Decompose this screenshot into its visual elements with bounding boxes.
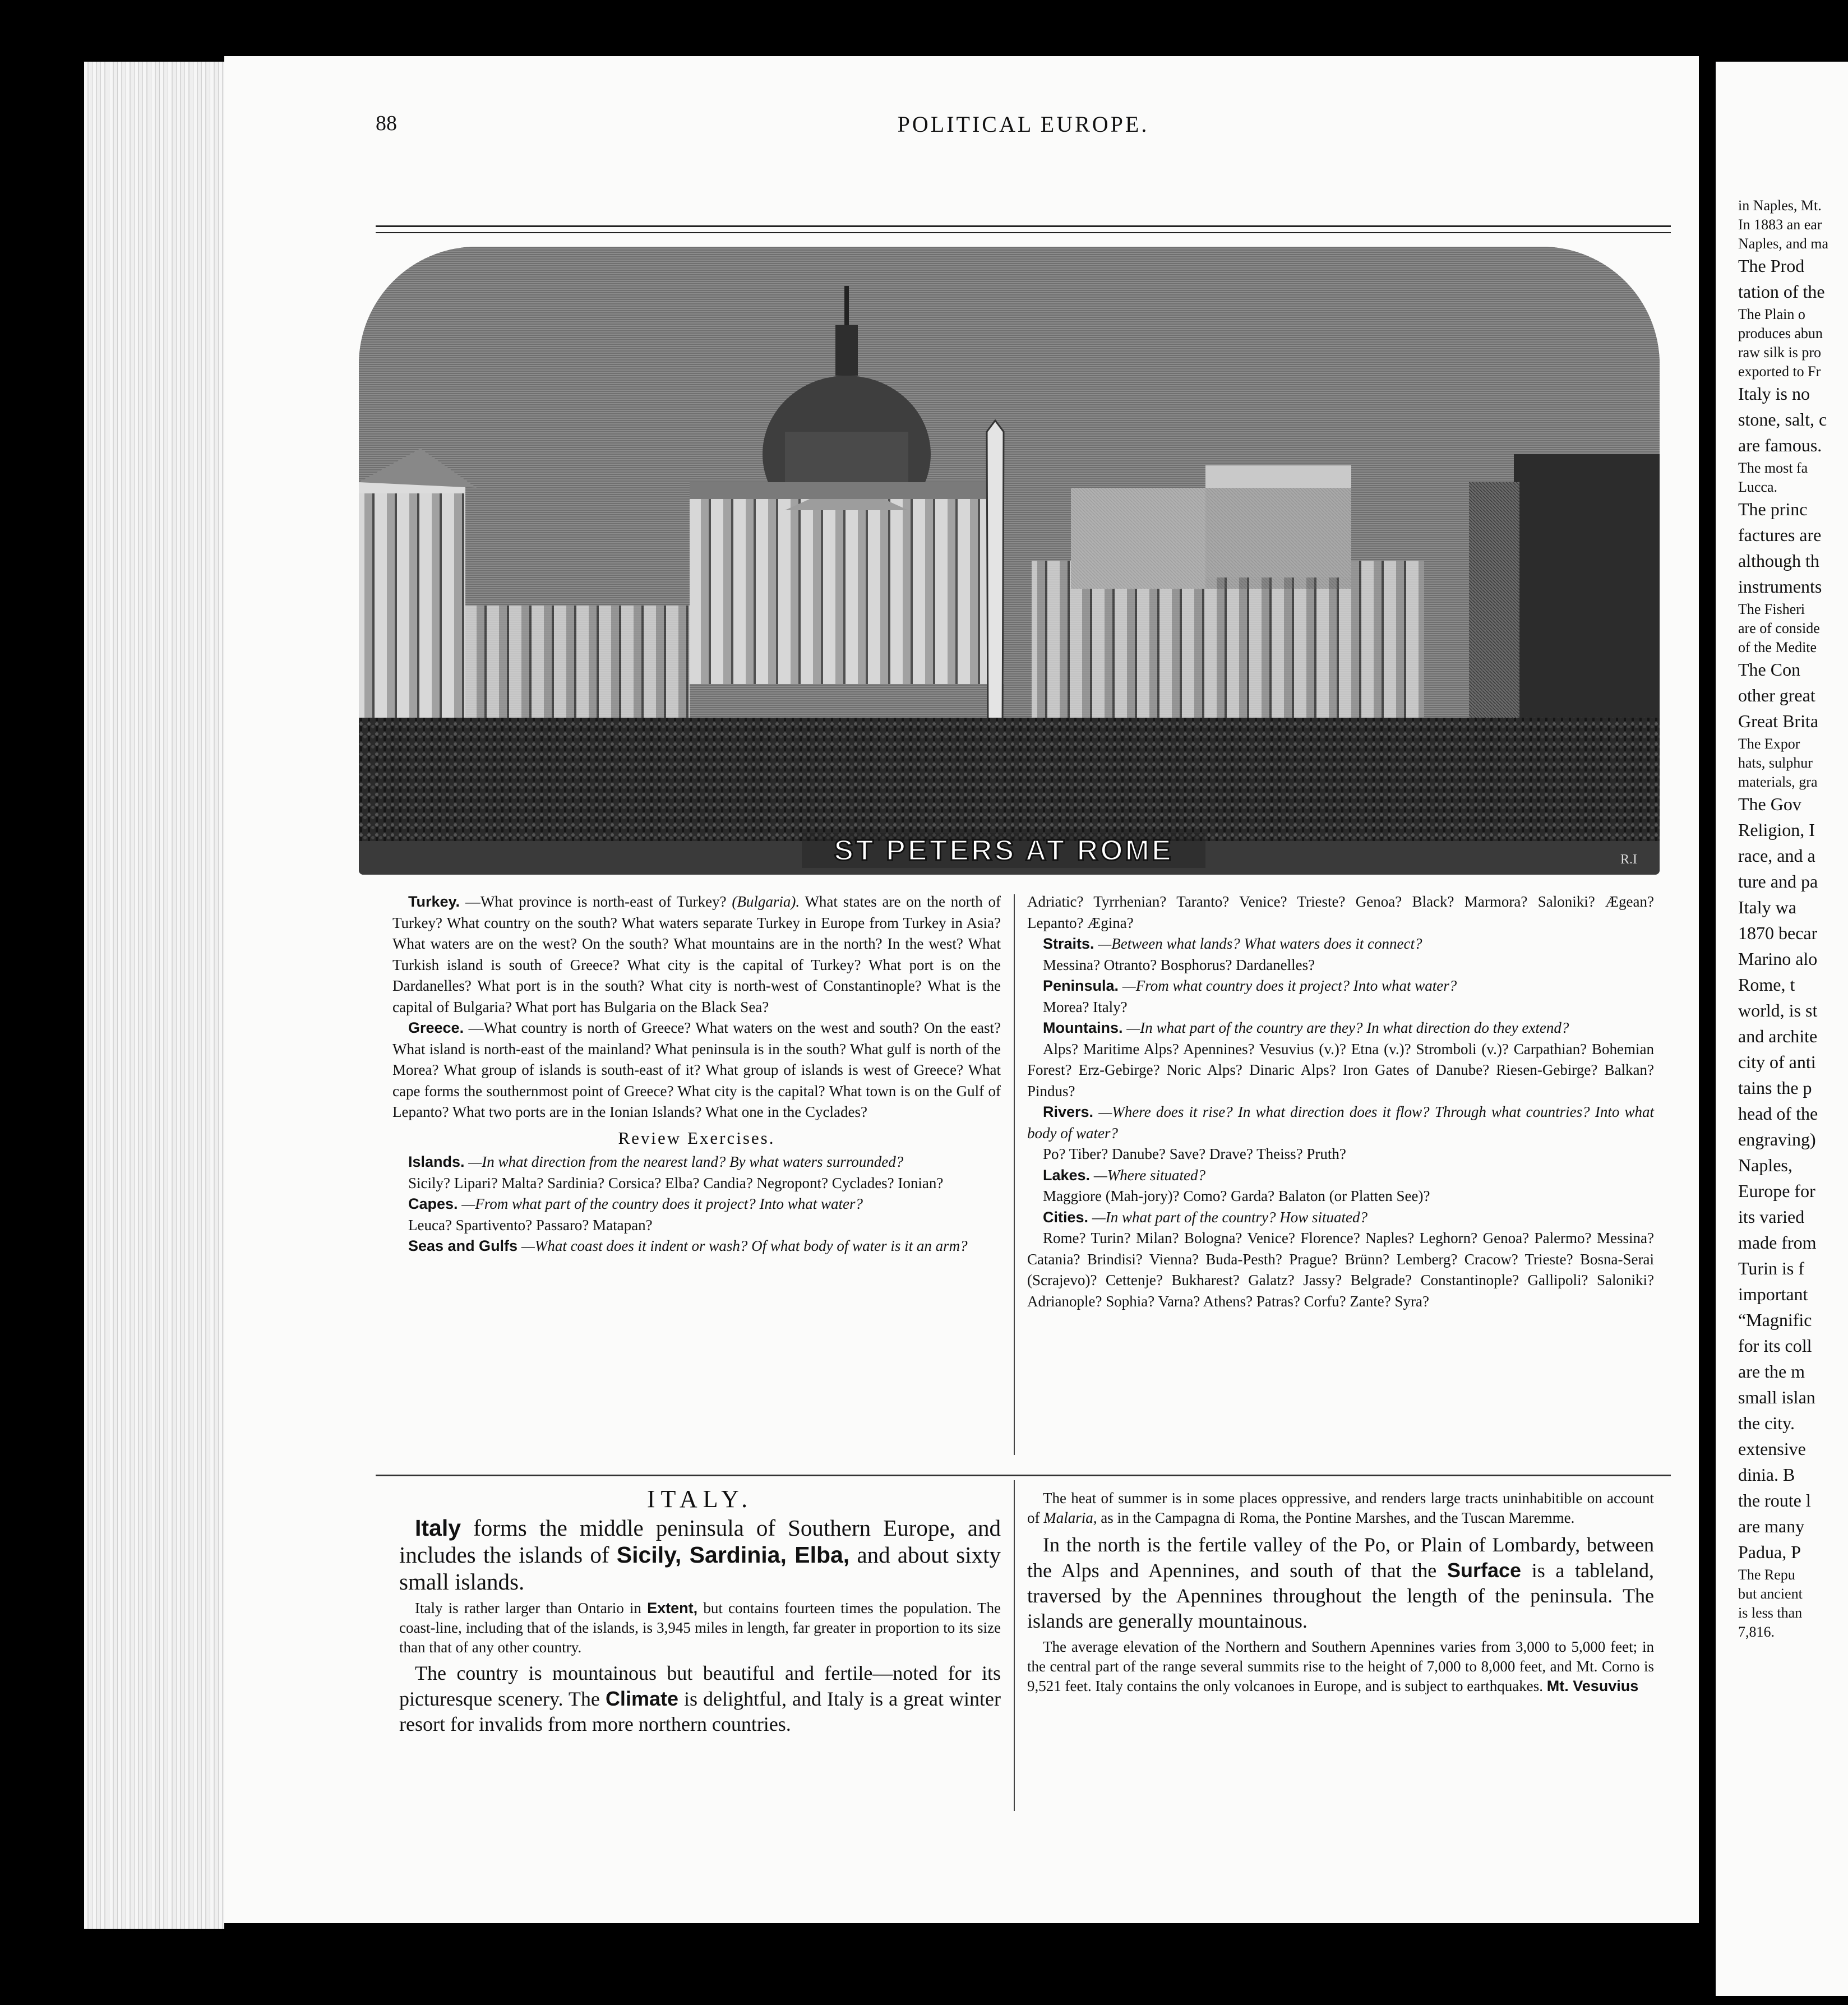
capes-question: —From what part of the country does it project? Into what water? [461, 1195, 863, 1212]
st-peters-engraving [359, 247, 1660, 875]
facing-page-line: Great Brita [1738, 711, 1819, 731]
turkey-question: —What province is north-east of Turkey? [465, 893, 727, 910]
facing-page-line: world, is st [1738, 1000, 1818, 1020]
page-header [376, 111, 1671, 150]
extent-bold: Extent, [647, 1599, 698, 1616]
engraving-illustration [359, 247, 1660, 875]
turkey-questions-rest: What states are on the north of Turkey? What country on the south? What waters separate Turkey in Europe from Turkey in Asia? What waters are on the west? On the south? What mountains are in the north? In the west? What Turkish island is south of Greece? What city is the capital of Turkey? What port is on the Dardanelles? What port is in the south? What city is north-west of Constantinople? What is the capital of Bulgaria? What port has Bulgaria on the Black Sea? [392, 893, 1001, 1015]
facing-page-line: exported to Fr [1738, 363, 1821, 380]
facing-page-line: Italy is no [1738, 384, 1810, 404]
seas-heading: Seas and Gulfs [408, 1237, 518, 1254]
surface-text-b: is a tableland, traversed by the Apennines throughout the length of the peninsula. The islands are generally mountainous. [1027, 1559, 1655, 1632]
facing-page-line: ture and pa [1738, 871, 1818, 891]
seas-question: —What coast does it indent or wash? Of what body of water is it an arm? [521, 1237, 968, 1254]
running-title: POLITICAL EUROPE. [897, 112, 1149, 137]
facing-page-line: Naples, [1738, 1155, 1792, 1175]
italy-title: ITALY. [646, 1485, 754, 1513]
italy-intro-end: and about sixty small islands. [399, 1541, 1001, 1595]
extent-text-b: but contains fourteen times the population. The coast-line, including that of the islands, is 3,945 miles in length, far greater in proportion to its size than that of any other country. [399, 1599, 1001, 1656]
surface-bold: Surface [1447, 1559, 1522, 1582]
facing-page-line: the route l [1738, 1490, 1811, 1510]
facing-page-line: are of conside [1738, 620, 1820, 636]
engraver-signature: R.I [1620, 852, 1637, 867]
facing-page-line: 1870 becar [1738, 923, 1818, 943]
page-number: 88 [376, 112, 397, 135]
facing-page-line: made from [1738, 1232, 1817, 1253]
cities-list: Rome? Turin? Milan? Bologna? Venice? Florence? Naples? Leghorn? Genoa? Palermo? Messina? Catania? Brindisi? Vienna? Buda-Pesth? Prague? Brünn? Lemberg? Cracow? Trieste? Bosna-Serai (Scrajevo)? Cettenje? Bukharest? Galatz? Jassy? Belgrade? Constantinople? Gallipoli? Saloniki? Adrianople? Sophia? Varna? Athens? Patras? Corfu? Zante? Syra? [1027, 1230, 1654, 1310]
facing-page-line: tains the p [1738, 1078, 1812, 1098]
italy-right-column [1027, 1489, 1654, 1696]
italy-islands-bold: Sicily, Sardinia, Elba, [616, 1541, 850, 1568]
facing-page-line: the city. [1738, 1413, 1795, 1433]
peninsula-question: —From what country does it project? Into what water? [1122, 977, 1457, 994]
lakes-question: —Where situated? [1093, 1166, 1206, 1184]
facing-page-line: small islan [1738, 1387, 1815, 1407]
facing-page-line: The Prod [1738, 256, 1805, 276]
vesuvius-bold: Mt. Vesuvius [1546, 1678, 1639, 1694]
malaria-text-b: as in the Campagna di Roma, the Pontine Marshes, and the Tuscan Maremme. [1101, 1509, 1575, 1526]
greece-heading: Greece. [408, 1019, 464, 1036]
facing-page-line: for its coll [1738, 1336, 1812, 1356]
italy-intro-text: forms the middle peninsula of Southern Europe, and includes the islands of [399, 1514, 1001, 1568]
facing-page-line: The princ [1738, 499, 1808, 519]
facing-page-line: Turin is f [1738, 1258, 1804, 1278]
section-rule [376, 1475, 1671, 1476]
facing-page-line: “Magnific [1738, 1310, 1812, 1330]
surface-text-a: In the north is the fertile valley of the Po, or Plain of Lombardy, between the Alps and Apennines, and south of that the [1027, 1533, 1654, 1582]
facing-page-line: Lucca. [1738, 479, 1778, 495]
islands-list: Sicily? Lipari? Malta? Sardinia? Corsica? Elba? Candia? Negropont? Cyclades? Ionian? [408, 1174, 944, 1191]
cities-heading: Cities. [1043, 1208, 1089, 1226]
cities-question: —In what part of the country? How situated? [1092, 1208, 1368, 1226]
greece-questions: —What country is north of Greece? What waters on the west and south? On the east? What island is north-east of the mainland? What peninsula is in the south? What gulf is north of the Morea? What group of islands is south-east of it? What group of islands is west of Greece? What cape forms the southernmost point of Greece? What city is the capital? What town is on the Gulf of Lepanto? What two ports are in the Ionian Islands? What one in the Cyclades? [392, 1019, 1001, 1120]
italy-lead: Italy [415, 1514, 461, 1541]
facing-page-line: Italy wa [1738, 897, 1796, 917]
facing-page-line: The Gov [1738, 794, 1801, 814]
facing-page-line: extensive [1738, 1439, 1806, 1459]
malaria-text-a: The heat of summer is in some places oppressive, and renders large tracts uninhabitible on account of [1027, 1490, 1654, 1526]
facing-page-line: engraving) [1738, 1129, 1816, 1149]
facing-page-line: The Fisheri [1738, 601, 1805, 617]
capes-heading: Capes. [408, 1195, 458, 1212]
facing-page-line: The Plain o [1738, 306, 1805, 322]
facing-page-line: city of anti [1738, 1052, 1816, 1072]
italy-left-column [399, 1485, 1001, 1737]
facing-page-line: Rome, t [1738, 974, 1795, 995]
facing-page-line: The Expor [1738, 736, 1800, 752]
facing-page-line: and archite [1738, 1026, 1818, 1046]
right-questions-column [1027, 891, 1654, 1312]
facing-page-line: The Repu [1738, 1567, 1795, 1583]
facing-page-line: are the m [1738, 1361, 1805, 1382]
climate-text-b: is delightful, and Italy is a great winter resort for invalids from more northern countries. [399, 1687, 1001, 1735]
facing-page-line: stone, salt, c [1738, 409, 1827, 429]
peninsula-list: Morea? Italy? [1043, 998, 1128, 1015]
elevation-text: The average elevation of the Northern and Southern Apennines varies from 3,000 to 5,000 feet; in the central part of the range several summits rise to the height of 7,000 to 8,000 feet, and Mt. Corno is 9,521 feet. Italy contains the only volcanoes in Europe, and is subject to earthquakes. [1027, 1638, 1654, 1694]
column-divider-top [1014, 894, 1015, 1455]
straits-heading: Straits. [1043, 935, 1094, 952]
facing-page-line: in Naples, Mt. [1738, 197, 1822, 214]
facing-page [1716, 62, 1848, 1996]
mountains-list: Alps? Maritime Alps? Apennines? Vesuvius (v.)? Etna (v.)? Stromboli (v.)? Carpathian? Bohemian Forest? Erz-Gebirge? Noric Alps? Dinaric Alps? Iron Gates of Danube? Riesen-Gebirge? Balkan? Pindus? [1027, 1040, 1654, 1099]
rivers-heading: Rivers. [1043, 1103, 1094, 1120]
lakes-list: Maggiore (Mah-jory)? Como? Garda? Balaton (or Platten See)? [1043, 1188, 1430, 1204]
facing-page-line: Padua, P [1738, 1542, 1801, 1562]
peninsula-heading: Peninsula. [1043, 977, 1119, 994]
facing-page-line: although th [1738, 551, 1819, 571]
facing-page-line: dinia. B [1738, 1465, 1795, 1485]
straits-list: Messina? Otranto? Bosphorus? Dardanelles? [1043, 956, 1315, 973]
facing-page-line: The Con [1738, 659, 1801, 680]
turkey-answer: (Bulgaria). [732, 893, 800, 910]
islands-heading: Islands. [408, 1153, 465, 1170]
facing-page-line: its varied [1738, 1207, 1805, 1227]
facing-page-line: are many [1738, 1516, 1805, 1536]
facing-page-line: but ancient [1738, 1586, 1803, 1602]
rivers-question: —Where does it rise? In what direction does it flow? Through what countries? Into what body of water? [1027, 1103, 1654, 1142]
facing-page-line: Religion, I [1738, 820, 1815, 840]
capes-list: Leuca? Spartivento? Passaro? Matapan? [408, 1216, 653, 1234]
extent-text-a: Italy is rather larger than Ontario in [415, 1599, 641, 1616]
straits-question: —Between what lands? What waters does it connect? [1098, 935, 1422, 952]
mountains-heading: Mountains. [1043, 1019, 1123, 1036]
facing-page-line: raw silk is pro [1738, 344, 1822, 361]
facing-page-line: head of the [1738, 1103, 1818, 1124]
facing-page-line: tation of the [1738, 281, 1825, 302]
facing-page-line: is less than [1738, 1605, 1803, 1621]
facing-page-line: factures are [1738, 525, 1822, 545]
header-rule [376, 225, 1671, 233]
facing-page-line: The most fa [1738, 460, 1808, 476]
facing-page-line: instruments [1738, 576, 1822, 597]
review-exercises-title: Review Exercises. [618, 1128, 775, 1148]
book-page-edges [84, 62, 224, 1929]
facing-page-line: Marino alo [1738, 949, 1818, 969]
facing-page-line: hats, sulphur [1738, 755, 1813, 771]
facing-page-line: produces abun [1738, 325, 1823, 341]
rivers-list: Po? Tiber? Danube? Save? Drave? Theiss? Pruth? [1043, 1145, 1346, 1162]
engraving-caption: ST PETERS AT ROME [802, 833, 1205, 868]
left-questions-column [392, 891, 1001, 1257]
seas-list: Adriatic? Tyrrhenian? Taranto? Venice? Trieste? Genoa? Black? Marmora? Saloniki? Ægean? Lepanto? Ægina? [1027, 893, 1654, 931]
facing-page-line: Naples, and ma [1738, 235, 1829, 252]
facing-page-line: race, and a [1738, 846, 1815, 866]
column-divider-bottom [1014, 1480, 1015, 1811]
facing-page-line: In 1883 an ear [1738, 216, 1822, 233]
lakes-heading: Lakes. [1043, 1166, 1091, 1184]
climate-text-a: The country is mountainous but beautiful and fertile—noted for its picturesque scenery. The [399, 1661, 1001, 1710]
climate-bold: Climate [605, 1687, 678, 1710]
facing-page-line: other great [1738, 685, 1815, 705]
mountains-question: —In what part of the country are they? In what direction do they extend? [1126, 1019, 1569, 1036]
islands-question: —In what direction from the nearest land? By what waters surrounded? [468, 1153, 904, 1170]
facing-page-line: Europe for [1738, 1181, 1815, 1201]
facing-page-line: of the Medite [1738, 639, 1817, 655]
facing-page-line: are famous. [1738, 435, 1822, 455]
malaria-italic: Malaria, [1043, 1509, 1097, 1526]
facing-page-line: 7,816. [1738, 1624, 1775, 1640]
facing-page-line: materials, gra [1738, 774, 1818, 790]
facing-page-line: important [1738, 1284, 1808, 1304]
turkey-heading: Turkey. [408, 893, 460, 910]
